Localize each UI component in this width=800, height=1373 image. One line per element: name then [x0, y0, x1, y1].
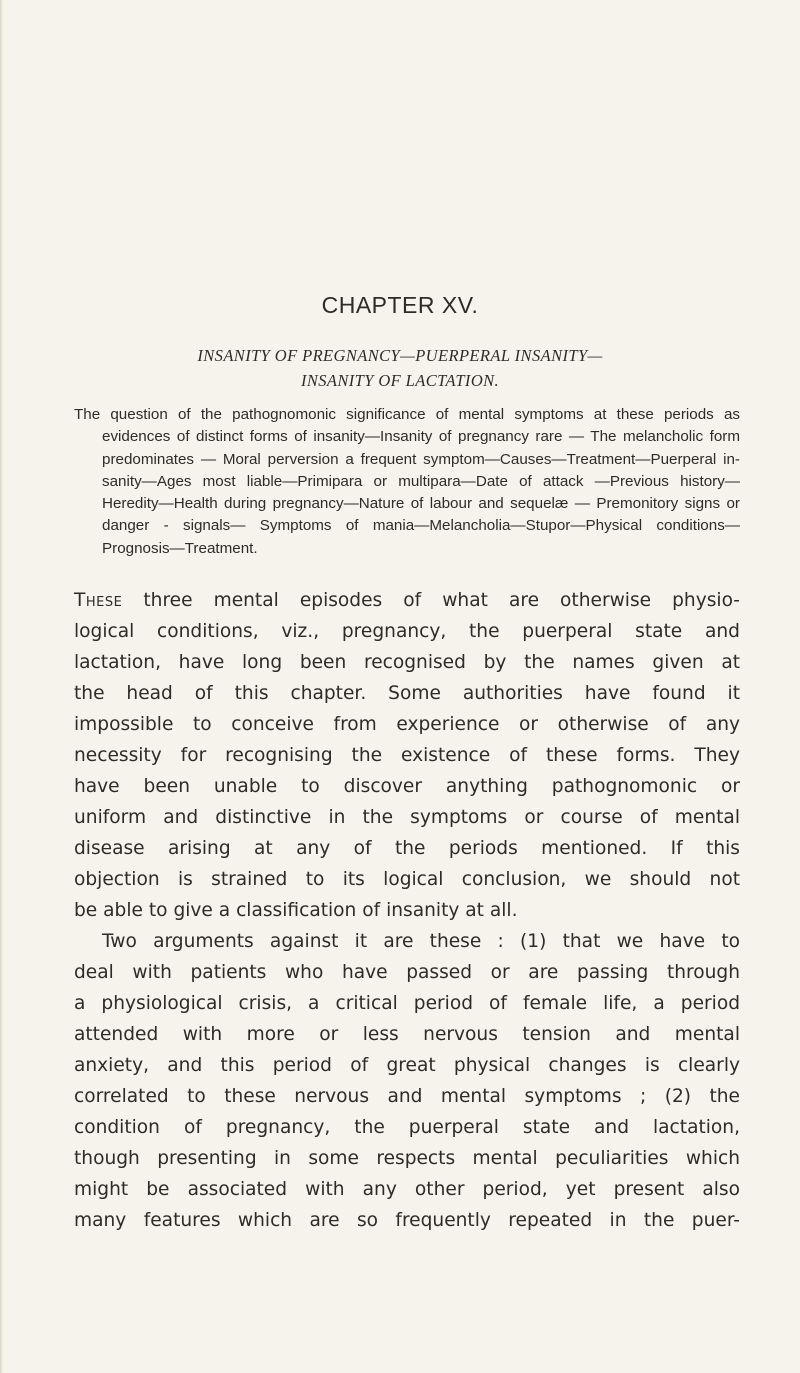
body-line: uniform and distinctive in the symptoms or course of mental [74, 807, 740, 828]
body-line: be able to give a classification of insanity at all. [74, 900, 518, 921]
chapter-synopsis [74, 404, 740, 560]
body-line: logical conditions, viz., pregnancy, the puerperal state and [74, 621, 740, 642]
body-line: though presenting in some respects mental peculiarities which [74, 1148, 740, 1169]
chapter-title-line: INSANITY OF LACTATION. [300, 371, 500, 390]
body-line: impossible to conceive from experience or otherwise of any [74, 714, 740, 735]
body-line: have been unable to discover anything pathognomonic or [74, 776, 740, 797]
chapter-heading: CHAPTER XV. [321, 292, 479, 318]
body-line: anxiety, and this period of great physical changes is clearly [74, 1055, 740, 1076]
body-text [74, 585, 740, 1236]
opening-word: These [74, 590, 123, 611]
body-line: many features which are so frequently repeated in the puer- [74, 1210, 740, 1231]
body-line [74, 585, 740, 616]
page-edge [0, 0, 3, 1373]
chapter-title [80, 343, 720, 393]
body-line: the head of this chapter. Some authorities have found it [74, 683, 740, 704]
body-line: deal with patients who have passed or are passing through [74, 962, 740, 983]
body-line: Two arguments against it are these : (1) that we have to [102, 931, 740, 952]
body-line: necessity for recognising the existence of these forms. They [74, 745, 740, 766]
body-line: condition of pregnancy, the puerperal state and lactation, [74, 1117, 740, 1138]
body-line: lactation, have long been recognised by the names given at [74, 652, 740, 673]
chapter-title-line: INSANITY OF PREGNANCY—PUERPERAL INSANITY— [197, 346, 603, 365]
body-line: attended with more or less nervous tension and mental [74, 1024, 740, 1045]
body-line: might be associated with any other period, yet present also [74, 1179, 740, 1200]
synopsis-paragraph: The question of the pathognomonic significance of mental symptoms at these periods as evidences of distinct forms of insanity—Insanity of pregnancy rare — The melancholic form predominates — Moral perversion a frequent symptom—Causes—Treatment—Puerperal in-sanity—Ages most liable—Primipara or multipara—Date of attack —Previous history—Heredity—Health during pregnancy—Nature of labour and sequelæ — Premonitory signs or danger - signals— Symptoms of mania—Melancholia—Stupor—Physical conditions— Prognosis—Treatment. [74, 406, 740, 557]
body-line-text: three mental episodes of what are otherwise physio- [122, 590, 740, 611]
body-line: disease arising at any of the periods mentioned. If this [74, 838, 740, 859]
body-line: correlated to these nervous and mental symptoms ; (2) the [74, 1086, 740, 1107]
body-line: objection is strained to its logical conclusion, we should not [74, 869, 740, 890]
body-line: a physiological crisis, a critical period of female life, a period [74, 993, 740, 1014]
